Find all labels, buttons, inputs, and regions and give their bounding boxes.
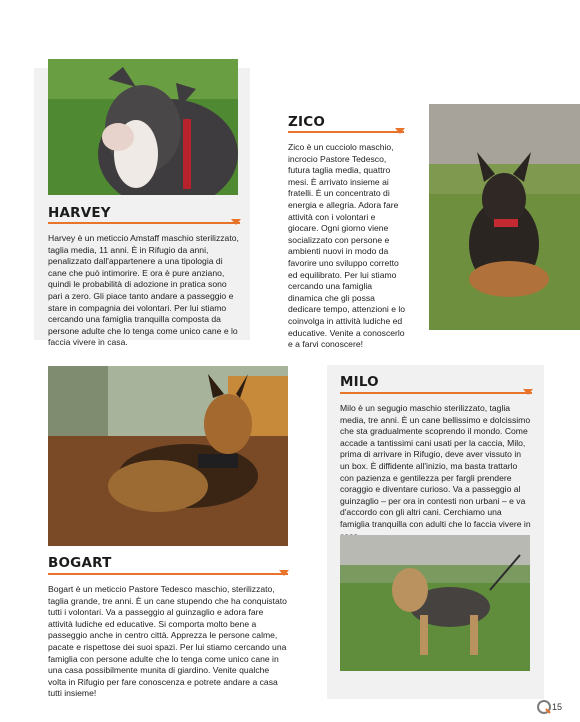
magazine-logo-icon [537,700,551,714]
harvey-title-rule [48,222,240,224]
zico-title-rule [288,131,404,133]
zico-photo [429,104,580,330]
zico-description: Zico è un cucciolo maschio, incrocio Pastore Tedesco, futura taglia media, quattro mesi. È arrivato insieme ai fratelli. È un concentrato di energia e allegria. Adora fare attività con i volontari e giocare. Ogni giorno viene socializzato con persone e ambienti nuovi in modo da favorire uno sviluppo corretto ed equilibrato. Per lui stiamo cercando una famiglia dinamica che gli possa dedicare tempo, attenzioni e lo coinvolga in attività ludiche ed educative. Venite a conoscerlo e a farvi conoscere! [288,142,406,350]
page-number: 15 [551,702,562,712]
harvey-description: Harvey è un meticcio Amstaff maschio sterilizzato, taglia media, 11 anni. È in Rifugio da anni, penalizzato dall'appartenere a una tipologia di cane che può intimorire. E ora è pure anziano, quindi le probabilità di adozione in pratica sono pari a zero. Gli piace tanto andare a passeggio e stare in compagnia dei volontari. Per lui stiamo cercando una famiglia tranquilla composta da persone adulte che lo tenga come unico cane e lo faccia vivere in casa. [48,233,239,348]
milo-description: Milo è un segugio maschio sterilizzato, taglia media, tre anni. È un cane bellissimo e dolcissimo che sta gradualmente scoprendo il mondo. Come accade a tantissimi cani usati per la caccia, Milo, prima di arrivare in Rifugio, deve aver vissuto in un box. È diffidente all'inizio, ma basta trattarlo con pazienza e gentilezza per fargli prendere coraggio e diventare curioso. Va a passeggio al guinzaglio – per ora in contesti non urbani – e va d'accordo con gli altri cani. Cerchiamo una famiglia tranquilla con adulti che lo faccia vivere in [340,403,531,529]
page-number-block [537,700,562,714]
bogart-photo [48,366,288,546]
bogart-description: Bogart è un meticcio Pastore Tedesco maschio, sterilizzato, taglia grande, tre anni. È un cane stupendo che ha conquistato tutti i volontari. Va a passeggio al guinzaglio e adora fare attività ludiche ed educative. Si comporta molto bene a passeggio anche in centro città. Apprezza le persone calme, pacate e rispettose dei suoi spazi. Per lui stiamo cercando una famiglia con persone adulte che lo tenga come unico cane in una casa possibilmente munita di giardino. Venite qualche volta in Rifugio per fare conoscenza e potrete andare a casa tutti insieme! [48,584,287,699]
harvey-photo [48,59,238,195]
milo-name: MILO [340,374,379,390]
bogart-name: BOGART [48,555,112,571]
zico-name: ZICO [288,114,325,130]
milo-photo [340,535,530,671]
bogart-title-rule [48,573,288,575]
milo-title-rule [340,392,532,394]
harvey-name: HARVEY [48,205,111,221]
